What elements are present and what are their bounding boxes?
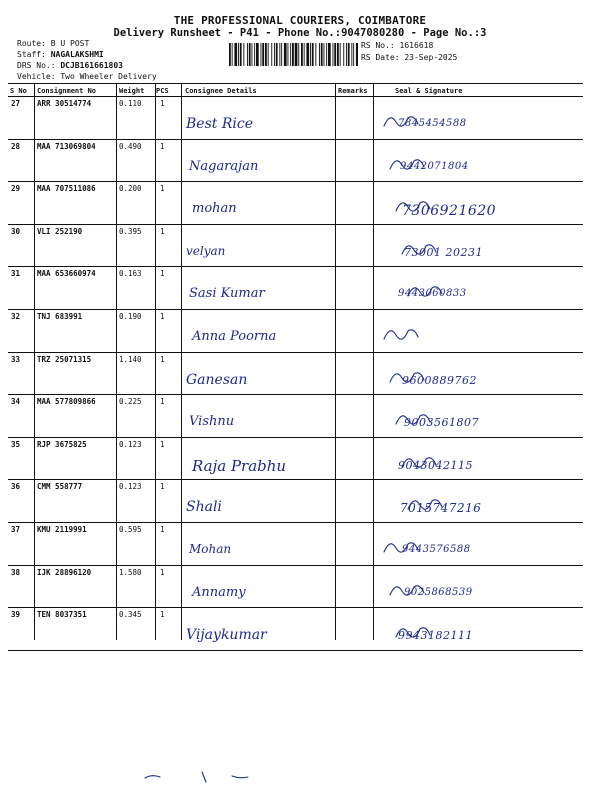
row-divider xyxy=(8,522,583,523)
row-divider xyxy=(8,565,583,566)
row-sno: 29 xyxy=(11,184,21,194)
row-pcs: 1 xyxy=(160,269,165,279)
row-pcs: 1 xyxy=(160,397,165,407)
company-title: THE PROFESSIONAL COURIERS, COIMBATORE xyxy=(173,14,427,27)
row-consignee-handwritten: Anna Poorna xyxy=(192,329,277,344)
row-signature-handwritten: 9443060833 xyxy=(398,288,467,300)
row-consignee-handwritten: Annamy xyxy=(192,584,246,600)
row-sno: 37 xyxy=(11,525,21,534)
barcode-image xyxy=(229,43,358,66)
drs-value: DCJB161661803 xyxy=(60,61,123,70)
row-signature-handwritten: 9043042115 xyxy=(398,458,473,472)
row-consignment-no: KMU 2119991 xyxy=(37,525,87,534)
row-signature-handwritten: 9442071804 xyxy=(400,160,469,172)
row-pcs: 1 xyxy=(160,610,165,620)
header-remarks: Remarks xyxy=(338,87,368,95)
signature-scribble xyxy=(388,579,448,601)
row-signature-handwritten: 9943182111 xyxy=(398,629,473,643)
row-consignee-handwritten: Raja Prabhu xyxy=(192,456,287,475)
col-divider xyxy=(181,83,182,640)
row-sno: 39 xyxy=(11,610,21,620)
rs-no-value: 1616618 xyxy=(399,41,434,50)
row-divider xyxy=(8,479,583,480)
row-consignment-no: MAA 707511086 xyxy=(37,184,96,194)
signature-scribble xyxy=(406,280,466,302)
row-sno: 38 xyxy=(11,567,21,577)
row-consignee-handwritten: Ganesan xyxy=(186,371,248,388)
row-sno: 31 xyxy=(11,269,21,279)
row-pcs: 1 xyxy=(160,226,165,236)
row-consignee-handwritten: mohan xyxy=(192,201,237,217)
rs-date-label: RS Date: xyxy=(361,53,400,62)
route-value: B U POST xyxy=(50,39,90,48)
row-divider xyxy=(8,394,583,395)
row-weight: 0.110 xyxy=(119,99,142,108)
row-divider xyxy=(8,181,583,182)
vehicle-line xyxy=(17,72,157,81)
rs-date-line xyxy=(361,53,457,62)
row-consignee-handwritten: Best Rice xyxy=(186,116,253,132)
row-weight: 0.163 xyxy=(119,269,142,279)
staff-value: NAGALAKSHMI xyxy=(50,50,104,59)
row-consignee-handwritten: Shali xyxy=(186,499,222,516)
signature-scribble xyxy=(406,493,466,515)
row-weight: 0.395 xyxy=(119,226,142,236)
row-consignee-handwritten: Mohan xyxy=(189,542,232,556)
stray-pen-mark xyxy=(140,768,260,788)
row-sno: 33 xyxy=(11,354,21,364)
row-pcs: 1 xyxy=(160,184,165,194)
row-pcs: 1 xyxy=(160,525,165,534)
header-pcs: PCS xyxy=(156,87,169,95)
route-line xyxy=(17,39,89,48)
header-signature: Seal & Signature xyxy=(395,87,463,95)
signature-scribble xyxy=(394,408,454,430)
row-consignment-no: CMM 558777 xyxy=(37,482,83,492)
row-pcs: 1 xyxy=(160,482,165,492)
col-divider xyxy=(335,83,336,640)
row-consignment-no: MAA 713069804 xyxy=(37,141,96,151)
header-sno: S No xyxy=(10,87,27,95)
row-signature-handwritten: 9003561807 xyxy=(404,416,479,430)
row-consignment-no: TRZ 25071315 xyxy=(37,354,92,364)
row-sno: 28 xyxy=(11,141,21,151)
row-pcs: 1 xyxy=(160,99,165,108)
row-divider xyxy=(8,139,583,140)
signature-scribble xyxy=(400,238,460,260)
drs-label: DRS No.: xyxy=(17,61,56,70)
signature-scribble xyxy=(394,195,454,217)
row-divider xyxy=(8,224,583,225)
col-divider xyxy=(116,83,117,640)
row-consignment-no: IJK 28896120 xyxy=(37,567,92,577)
row-pcs: 1 xyxy=(160,354,165,364)
row-weight: 0.190 xyxy=(119,312,142,321)
signature-scribble xyxy=(382,323,442,345)
vehicle-label: Vehicle: xyxy=(17,72,56,81)
row-pcs: 1 xyxy=(160,312,165,321)
col-divider xyxy=(373,83,374,640)
row-sno: 36 xyxy=(11,482,21,492)
row-signature-handwritten: 7015747216 xyxy=(400,501,482,516)
row-consignee-handwritten: velyan xyxy=(186,243,226,258)
row-consignment-no: RJP 3675825 xyxy=(37,439,87,449)
drs-line xyxy=(17,61,123,70)
signature-scribble xyxy=(388,153,448,175)
row-weight: 0.123 xyxy=(119,482,142,492)
row-consignment-no: TEN 8037351 xyxy=(37,610,87,620)
signature-scribble xyxy=(388,366,448,388)
row-signature-handwritten: 9600889762 xyxy=(402,373,477,387)
row-weight: 0.595 xyxy=(119,525,142,534)
vehicle-value: Two Wheeler Delivery xyxy=(60,72,157,81)
row-signature-handwritten: 9025868539 xyxy=(404,586,473,598)
row-consignment-no: ARR 30514774 xyxy=(37,99,92,108)
header-weight: Weight xyxy=(119,87,145,95)
rs-no-label: RS No.: xyxy=(361,41,395,50)
row-pcs: 1 xyxy=(160,439,165,449)
row-sno: 32 xyxy=(11,312,21,321)
row-weight: 0.200 xyxy=(119,184,142,194)
row-divider xyxy=(8,309,583,310)
row-sno: 35 xyxy=(11,439,21,449)
row-consignee-handwritten: Nagarajan xyxy=(189,158,259,174)
row-divider xyxy=(8,266,583,267)
row-consignment-no: MAA 653660974 xyxy=(37,269,96,279)
row-weight: 0.123 xyxy=(119,439,142,449)
col-divider xyxy=(34,83,35,640)
row-sno: 27 xyxy=(11,99,21,108)
rs-date-value: 23-Sep-2025 xyxy=(404,53,458,62)
row-consignment-no: VLI 252190 xyxy=(37,226,83,236)
row-sno: 30 xyxy=(11,226,21,236)
header-bottom-border xyxy=(8,96,583,97)
row-divider xyxy=(8,650,583,651)
row-divider xyxy=(8,437,583,438)
row-signature-handwritten: 7306921620 xyxy=(402,203,497,220)
row-signature-handwritten: 7845454588 xyxy=(398,118,467,129)
row-divider xyxy=(8,607,583,608)
signature-scribble xyxy=(394,621,454,643)
row-pcs: 1 xyxy=(160,567,165,577)
row-consignee-handwritten: Vijaykumar xyxy=(186,627,267,644)
runsheet-subtitle: Delivery Runsheet - P41 - Phone No.:9047080280 - Page No.:3 xyxy=(113,27,487,39)
row-pcs: 1 xyxy=(160,141,165,151)
signature-scribble xyxy=(382,536,442,558)
row-signature-handwritten: 9443576588 xyxy=(402,544,471,555)
route-label: Route: xyxy=(17,39,46,48)
row-weight: 1.140 xyxy=(119,354,142,364)
signature-scribble xyxy=(382,110,442,132)
row-weight: 0.225 xyxy=(119,397,142,407)
staff-line xyxy=(17,50,104,59)
row-signature-handwritten: 73001 20231 xyxy=(404,245,483,259)
header-consignee: Consignee Details xyxy=(185,87,257,95)
row-weight: 1.580 xyxy=(119,567,142,577)
table-top-border xyxy=(8,83,583,84)
row-consignee-handwritten: Vishnu xyxy=(189,414,235,430)
col-divider xyxy=(155,83,156,640)
row-sno: 34 xyxy=(11,397,21,407)
row-consignment-no: MAA 577809866 xyxy=(37,397,96,407)
staff-label: Staff: xyxy=(17,50,46,59)
row-divider xyxy=(8,352,583,353)
row-consignment-no: TNJ 683991 xyxy=(37,312,83,321)
rs-no-line xyxy=(361,41,433,50)
header-consignment: Consignment No xyxy=(37,87,97,95)
row-weight: 0.490 xyxy=(119,141,142,151)
signature-scribble xyxy=(400,451,460,473)
row-weight: 0.345 xyxy=(119,610,142,620)
row-consignee-handwritten: Sasi Kumar xyxy=(189,286,265,302)
